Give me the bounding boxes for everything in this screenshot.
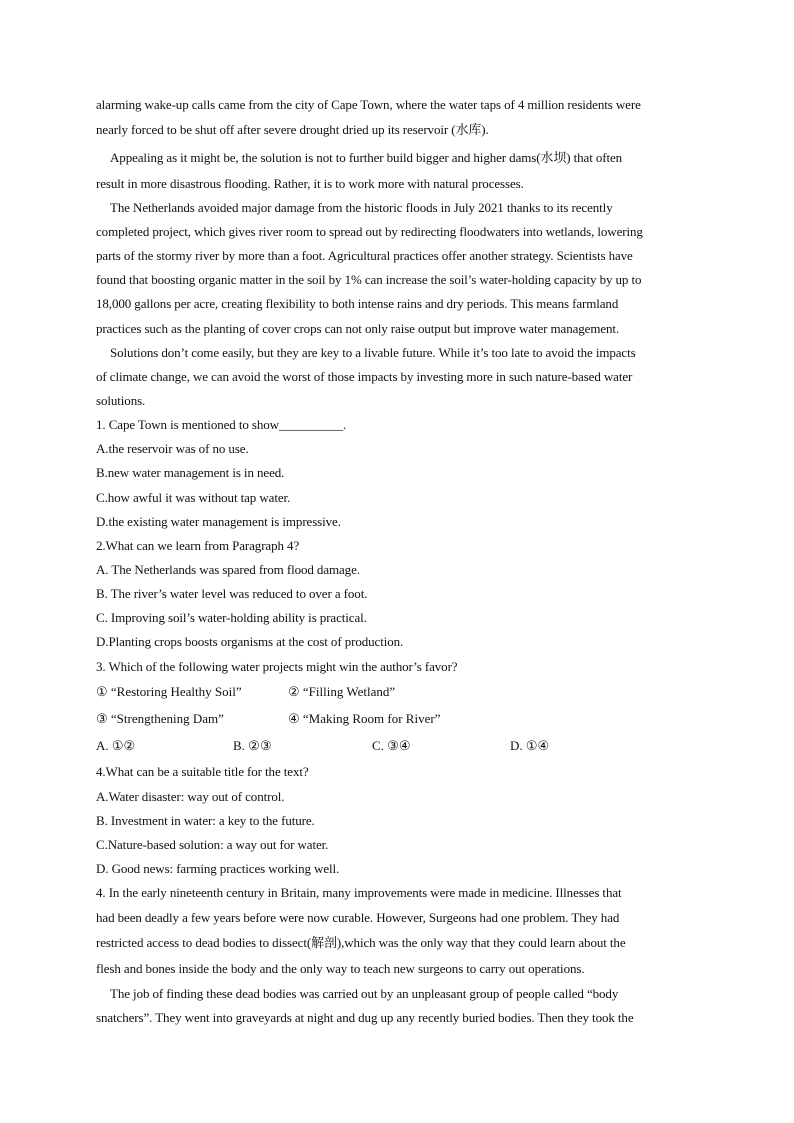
question-3-item-2: ② “Filling Wetland” — [288, 684, 396, 699]
question-4-option-a: A.Water disaster: way out of control. — [96, 789, 285, 804]
passage-2-paragraph-1-line-1: 4. In the early nineteenth century in Britain, many improvements were made in medicine. Illnesses that — [96, 885, 622, 900]
question-3-option-c: C. ③④ — [372, 738, 411, 753]
question-3-stem: 3. Which of the following water projects might win the author’s favor? — [96, 659, 458, 674]
paragraph-1-line-2: nearly forced to be shut off after severe drought dried up its reservoir (水库). — [96, 122, 489, 137]
passage-2-paragraph-2-line-1: The job of finding these dead bodies was carried out by an unpleasant group of people called “body — [110, 986, 619, 1001]
question-3-option-a: A. ①② — [96, 738, 136, 753]
question-4-stem: 4.What can be a suitable title for the text? — [96, 764, 309, 779]
question-2-option-a: A. The Netherlands was spared from flood damage. — [96, 562, 360, 577]
question-3-option-d: D. ①④ — [510, 738, 550, 753]
question-4-option-d: D. Good news: farming practices working well. — [96, 861, 340, 876]
paragraph-3-line-6: practices such as the planting of cover crops can not only raise output but improve water management. — [96, 321, 620, 336]
question-2-stem: 2.What can we learn from Paragraph 4? — [96, 538, 300, 553]
paragraph-3-line-5: 18,000 gallons per acre, creating flexibility to both intense rains and dry periods. This means farmland — [96, 296, 619, 311]
question-2-option-c: C. Improving soil’s water-holding ability is practical. — [96, 610, 367, 625]
paragraph-3-line-2: completed project, which gives river room to spread out by redirecting floodwaters into wetlands, lowering — [96, 224, 643, 239]
question-3-item-4: ④ “Making Room for River” — [288, 711, 441, 726]
paragraph-4-line-1: Solutions don’t come easily, but they are key to a livable future. While it’s too late to avoid the impacts — [110, 345, 636, 360]
passage-2-paragraph-1-line-4: flesh and bones inside the body and the only way to teach new surgeons to carry out operations. — [96, 961, 585, 976]
paragraph-3-line-3: parts of the stormy river by more than a foot. Agricultural practices offer another strategy. Scientists have — [96, 248, 633, 263]
paragraph-3-line-1: The Netherlands avoided major damage from the historic floods in July 2021 thanks to its recently — [110, 200, 613, 215]
passage-2-paragraph-2-line-2: snatchers”. They went into graveyards at night and dug up any recently buried bodies. Then they took the — [96, 1010, 634, 1025]
question-3-option-b: B. ②③ — [233, 738, 272, 753]
passage-2-paragraph-1-line-2: had been deadly a few years before were now curable. However, Surgeons had one problem. They had — [96, 910, 620, 925]
paragraph-2-line-2: result in more disastrous flooding. Rather, it is to work more with natural processes. — [96, 176, 524, 191]
question-1-option-b: B.new water management is in need. — [96, 465, 285, 480]
question-1-option-c: C.how awful it was without tap water. — [96, 490, 291, 505]
question-1-option-a: A.the reservoir was of no use. — [96, 441, 249, 456]
question-1-stem: 1. Cape Town is mentioned to show__________. — [96, 417, 347, 432]
question-3-item-3: ③ “Strengthening Dam” — [96, 711, 224, 726]
paragraph-4-line-3: solutions. — [96, 393, 146, 408]
question-3-item-1: ① “Restoring Healthy Soil” — [96, 684, 242, 699]
question-1-option-d: D.the existing water management is impressive. — [96, 514, 341, 529]
paragraph-4-line-2: of climate change, we can avoid the worst of those impacts by investing more in such nature-based water — [96, 369, 633, 384]
question-4-option-c: C.Nature-based solution: a way out for water. — [96, 837, 329, 852]
paragraph-1-line-1: alarming wake-up calls came from the city of Cape Town, where the water taps of 4 million residents were — [96, 97, 641, 112]
paragraph-3-line-4: found that boosting organic matter in the soil by 1% can increase the soil’s water-holding capacity by up to — [96, 272, 642, 287]
question-4-option-b: B. Investment in water: a key to the future. — [96, 813, 315, 828]
paragraph-2-line-1: Appealing as it might be, the solution is not to further build bigger and higher dams(水坝) that often — [110, 150, 623, 165]
question-2-option-d: D.Planting crops boosts organisms at the cost of production. — [96, 634, 404, 649]
passage-2-paragraph-1-line-3: restricted access to dead bodies to dissect(解剖),which was the only way that they could learn about the — [96, 935, 626, 950]
question-2-option-b: B. The river’s water level was reduced to over a foot. — [96, 586, 368, 601]
